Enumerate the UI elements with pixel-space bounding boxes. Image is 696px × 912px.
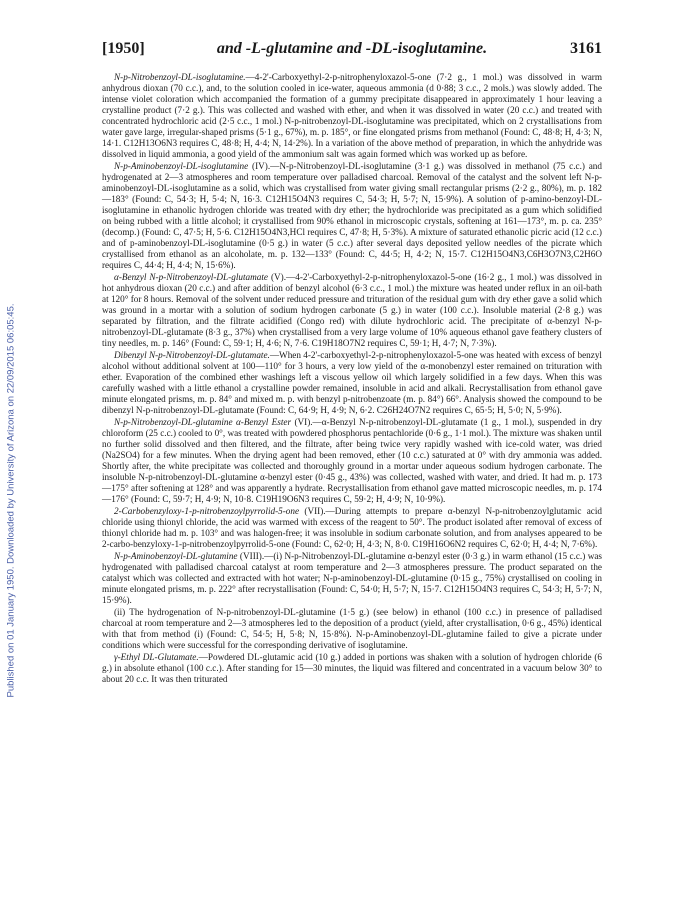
download-watermark-text: Published on 01 January 1950. Downloaded by University of Arizona on 22/09/2015 06:05:45.: [5, 303, 17, 697]
paragraph-dibenzyl-glutamate: [102, 350, 602, 416]
paragraph-heading: γ-Ethyl DL-Glutamate.: [114, 652, 199, 662]
download-watermark: [2, 140, 20, 860]
paragraph-heading: α-Benzyl N-p-Nitrobenzoyl-DL-glutamate: [114, 272, 268, 282]
running-header: [102, 40, 602, 58]
paragraph-body: (IV).—N-p-Nitrobenzoyl-DL-isoglutamine (3·1 g.) was dissolved in methanol (75 c.c.) and hydrogenated at 2—3 atmospheres and room temperature over palladised charcoal. Removal of the catalyst and the solvent left N-p-aminobenzoyl-DL-isoglutamine as a solid, which was crystallised from water giving small rectangular prisms (2·2 g., 80%), m. p. 182—183° (Found: C, 54·3; H, 5·4; N, 16·3. C12H15O4N3 requires C, 54·3; H, 5·7; N, 15·9%). A solution of p-amino-benzoyl-DL-isoglutamine in ethanolic hydrogen chloride was treated with dry ether; the hydrochloride was precipitated as a gum which solidified on being rubbed with a little alcohol; it crystallised from 90% ethanol in microscopic crystals, softening at 161—173°, m. p. ca. 235° (decomp.) (Found: C, 47·5; H, 5·6. C12H15O4N3,HCl requires C, 47·8; H, 5·3%). A mixture of saturated ethanolic picric acid (12 c.c.) and of p-aminobenzoyl-DL-isoglutamine (0·5 g.) in water (5 c.c.) after several days deposited yellow needles of the picrate which crystallised from ethanol as an alcoholate, m. p. 132—133° (Found: C, 44·5; H, 4·2; N, 15·7. C12H15O4N3,C6H3O7N3,C2H6O requires C, 44·4; H, 4·4; N, 15·6%).: [102, 161, 602, 270]
paragraph-body: —Powdered DL-glutamic acid (10 g.) added in portions was shaken with a solution of hydrogen chloride (6 g.) in absolute ethanol (100 c.c.). After standing for 15—30 minutes, the liquid was filtered and concentrated in a vacuum below 30° to about 20 c.c. It was then triturated: [102, 652, 602, 684]
paragraph-heading: N-p-Nitrobenzoyl-DL-isoglutamine.: [114, 72, 246, 82]
paragraph-body: —When 4-2'-carboxyethyl-2-p-nitrophenyloxazol-5-one was heated with excess of benzyl alcohol without additional solvent at 100—110° for 3 hours, a very low yield of the α-monobenzyl ester remained on trituration with ether. Evaporation of the combined ether washings left a viscous yellow oil which largely solidified in a few days. When this was carefully washed with a little ethanol a crystalline powder remained, insoluble in acid and alkali. Recrystallisation from ethanol gave minute elongated prisms, m. p. 84° and mixed m. p. with benzyl p-nitrobenzoate (m. p. 84°) 66°. Analysis showed the compound to be dibenzyl N-p-nitrobenzoyl-DL-glutamate (Found: C, 64·9; H, 4·9; N, 6·2. C26H24O7N2 requires C, 65·5; H, 5·0; N, 5·9%).: [102, 350, 602, 415]
paragraph-heading: Dibenzyl N-p-Nitrobenzoyl-DL-glutamate.: [114, 350, 270, 360]
paragraph-benzyl-glutamate: [102, 272, 602, 349]
paragraph-body: —4-2'-Carboxyethyl-2-p-nitrophenyloxazol-5-one (7·2 g., 1 mol.) was dissolved in warm anhydrous dioxan (70 c.c.), and, to the solution cooled in ice-water, aqueous ammonia (d 0·88; 3 c.c., 2 mols.) was slowly added. The intense violet coloration which accompanied the formation of a gummy precipitate disappeared in approximately 1 hour leaving a crystalline product (7·2 g.). This was collected and washed with ether, and when it was dissolved in water (20 c.c.) and treated with concentrated hydrochloric acid (2·5 c.c., 1 mol.) N-p-nitrobenzoyl-DL-isoglutamine was precipitated, which on 2 crystallisations from water gave large, irregular-shaped prisms (5·1 g., 67%), m. p. 185°, or fine elongated prisms from methanol (Found: C, 48·8; H, 4·3; N, 14·1. C12H13O6N3 requires C, 48·8; H, 4·4; N, 14·2%). In a variation of the above method of preparation, in which the anhydride was dissolved in liquid ammonia, a good yield of the ammonium salt was again formed which was worked up as before.: [102, 72, 602, 159]
paragraph-heading: N-p-Aminobenzoyl-DL-glutamine: [114, 551, 238, 561]
header-title: and -L-glutamine and -DL-isoglutamine.: [216, 40, 488, 57]
journal-page: [102, 40, 602, 686]
paragraph-body: (V).—4-2'-Carboxyethyl-2-p-nitrophenyloxazol-5-one (16·2 g., 1 mol.) was dissolved in hot anhydrous dioxan (20 c.c.) and after addition of benzyl alcohol (6·3 c.c., 1 mol.) the mixture was heated under reflux in an oil-bath at 120° for 8 hours. Removal of the solvent under reduced pressure and trituration of the residual gum with dry ether gave a solid which was ground in a mortar with a solution of sodium hydrogen carbonate (5 g.) in water (100 c.c.). Insoluble material (2·8 g.) was separated by filtration, and the filtrate acidified (Congo red) with dilute hydrochloric acid. The precipitate of α-benzyl N-p-nitrobenzoyl-DL-glutamate (8·3 g., 37%) when crystallised from a very large volume of 10% aqueous ethanol gave feathery clusters of tiny needles, m. p. 146° (Found: C, 59·1; H, 4·6; N, 7·6. C19H18O7N2 requires C, 59·1; H, 4·7; N, 7·3%).: [102, 272, 602, 348]
paragraph-heading: 2-Carbobenzyloxy-1-p-nitrobenzoylpyrrolid-5-one: [114, 506, 300, 516]
paragraph-aminobenzoyl-glutamine: [102, 551, 602, 606]
paragraph-body: (ii) The hydrogenation of N-p-nitrobenzoyl-DL-glutamine (1·5 g.) (see below) in ethanol (100 c.c.) in presence of palladised charcoal at room temperature and 2—3 atmospheres led to the deposition of a product (yield, after crystallisation, 0·6 g., 45%) identical with that from method (i) (Found: C, 54·5; H, 5·8; N, 15·8%). N-p-Aminobenzoyl-DL-glutamine failed to give a picrate under conditions which were successful for the corresponding derivative of isoglutamine.: [102, 607, 602, 650]
paragraph-glutamine-benzyl-ester: [102, 417, 602, 505]
paragraph-heading: N-p-Nitrobenzoyl-DL-glutamine α-Benzyl Ester: [114, 417, 292, 427]
paragraph-body: (VII).—During attempts to prepare α-benzyl N-p-nitrobenzoylglutamic acid chloride using thionyl chloride, the acid was warmed with excess of the reagent to 50°. The product isolated after removal of excess of thionyl chloride had m. p. 103° and was halogen-free; it was insoluble in sodium carbonate solution, and from analyses appeared to be 2-carbo-benzyloxy-1-p-nitrobenzoylpyrrolid-5-one (Found: C, 62·0; H, 4·3; N, 8·0. C19H16O6N2 requires C, 62·0; H, 4·4; N, 7·6%).: [102, 506, 602, 549]
paragraph-body: (VIII).—(i) N-p-Nitrobenzoyl-DL-glutamine α-benzyl ester (0·3 g.) in warm ethanol (15 c.c.) was hydrogenated with palladised charcoal catalyst at room temperature and 2—3 atmospheres pressure. The product separated on the catalyst which was collected and extracted with hot water; N-p-aminobenzoyl-DL-glutamine (0·15 g., 75%) crystallised on cooling in minute elongated prisms, m. p. 222° after recrystallisation (Found: C, 54·0; H, 5·7; N, 15·7. C12H15O4N3 requires C, 54·3; H, 5·7; N, 15·9%).: [102, 551, 602, 605]
paragraph-heading: N-p-Aminobenzoyl-DL-isoglutamine: [114, 161, 249, 171]
header-year: [1950]: [102, 40, 145, 57]
paragraph-body: (VI).—α-Benzyl N-p-nitrobenzoyl-DL-glutamate (1 g., 1 mol.), suspended in dry chloroform (25 c.c.) cooled to 0°, was treated with powdered phosphorus pentachloride (0·6 g., 1·1 mol.). The mixture was shaken until no further solid dissolved and then filtered, and the filtrate, after being twice very rapidly washed with ice-cold water, was dried (Na2SO4) for a few minutes. When the drying agent had been removed, ether (10 c.c.) saturated at 0° with dry ammonia was added. Shortly after, the white precipitate was collected and thoroughly ground in a mortar under aqueous sodium hydrogen carbonate. The insoluble N-p-nitrobenzoyl-DL-glutamine α-benzyl ester (0·45 g., 43%) was collected, washed with water, and dried. It had m. p. 173—175° after softening at 128° and was apparently a hydrate. Recrystallisation from ethanol gave matted microscopic needles, m. p. 174—176° (Found: C, 59·7; H, 4·9; N, 10·8. C19H19O6N3 requires C, 59·2; H, 4·9; N, 10·9%).: [102, 417, 602, 504]
paragraph-pyrrolidone: [102, 506, 602, 550]
paragraph-ethyl-glutamate: [102, 652, 602, 685]
paragraph-nitrobenzoyl-isoglutamine: [102, 72, 602, 160]
header-page-number: 3161: [570, 40, 602, 57]
paragraph-aminobenzoyl-isoglutamine: [102, 161, 602, 271]
paragraph-hydrogenation-method-ii: [102, 607, 602, 651]
